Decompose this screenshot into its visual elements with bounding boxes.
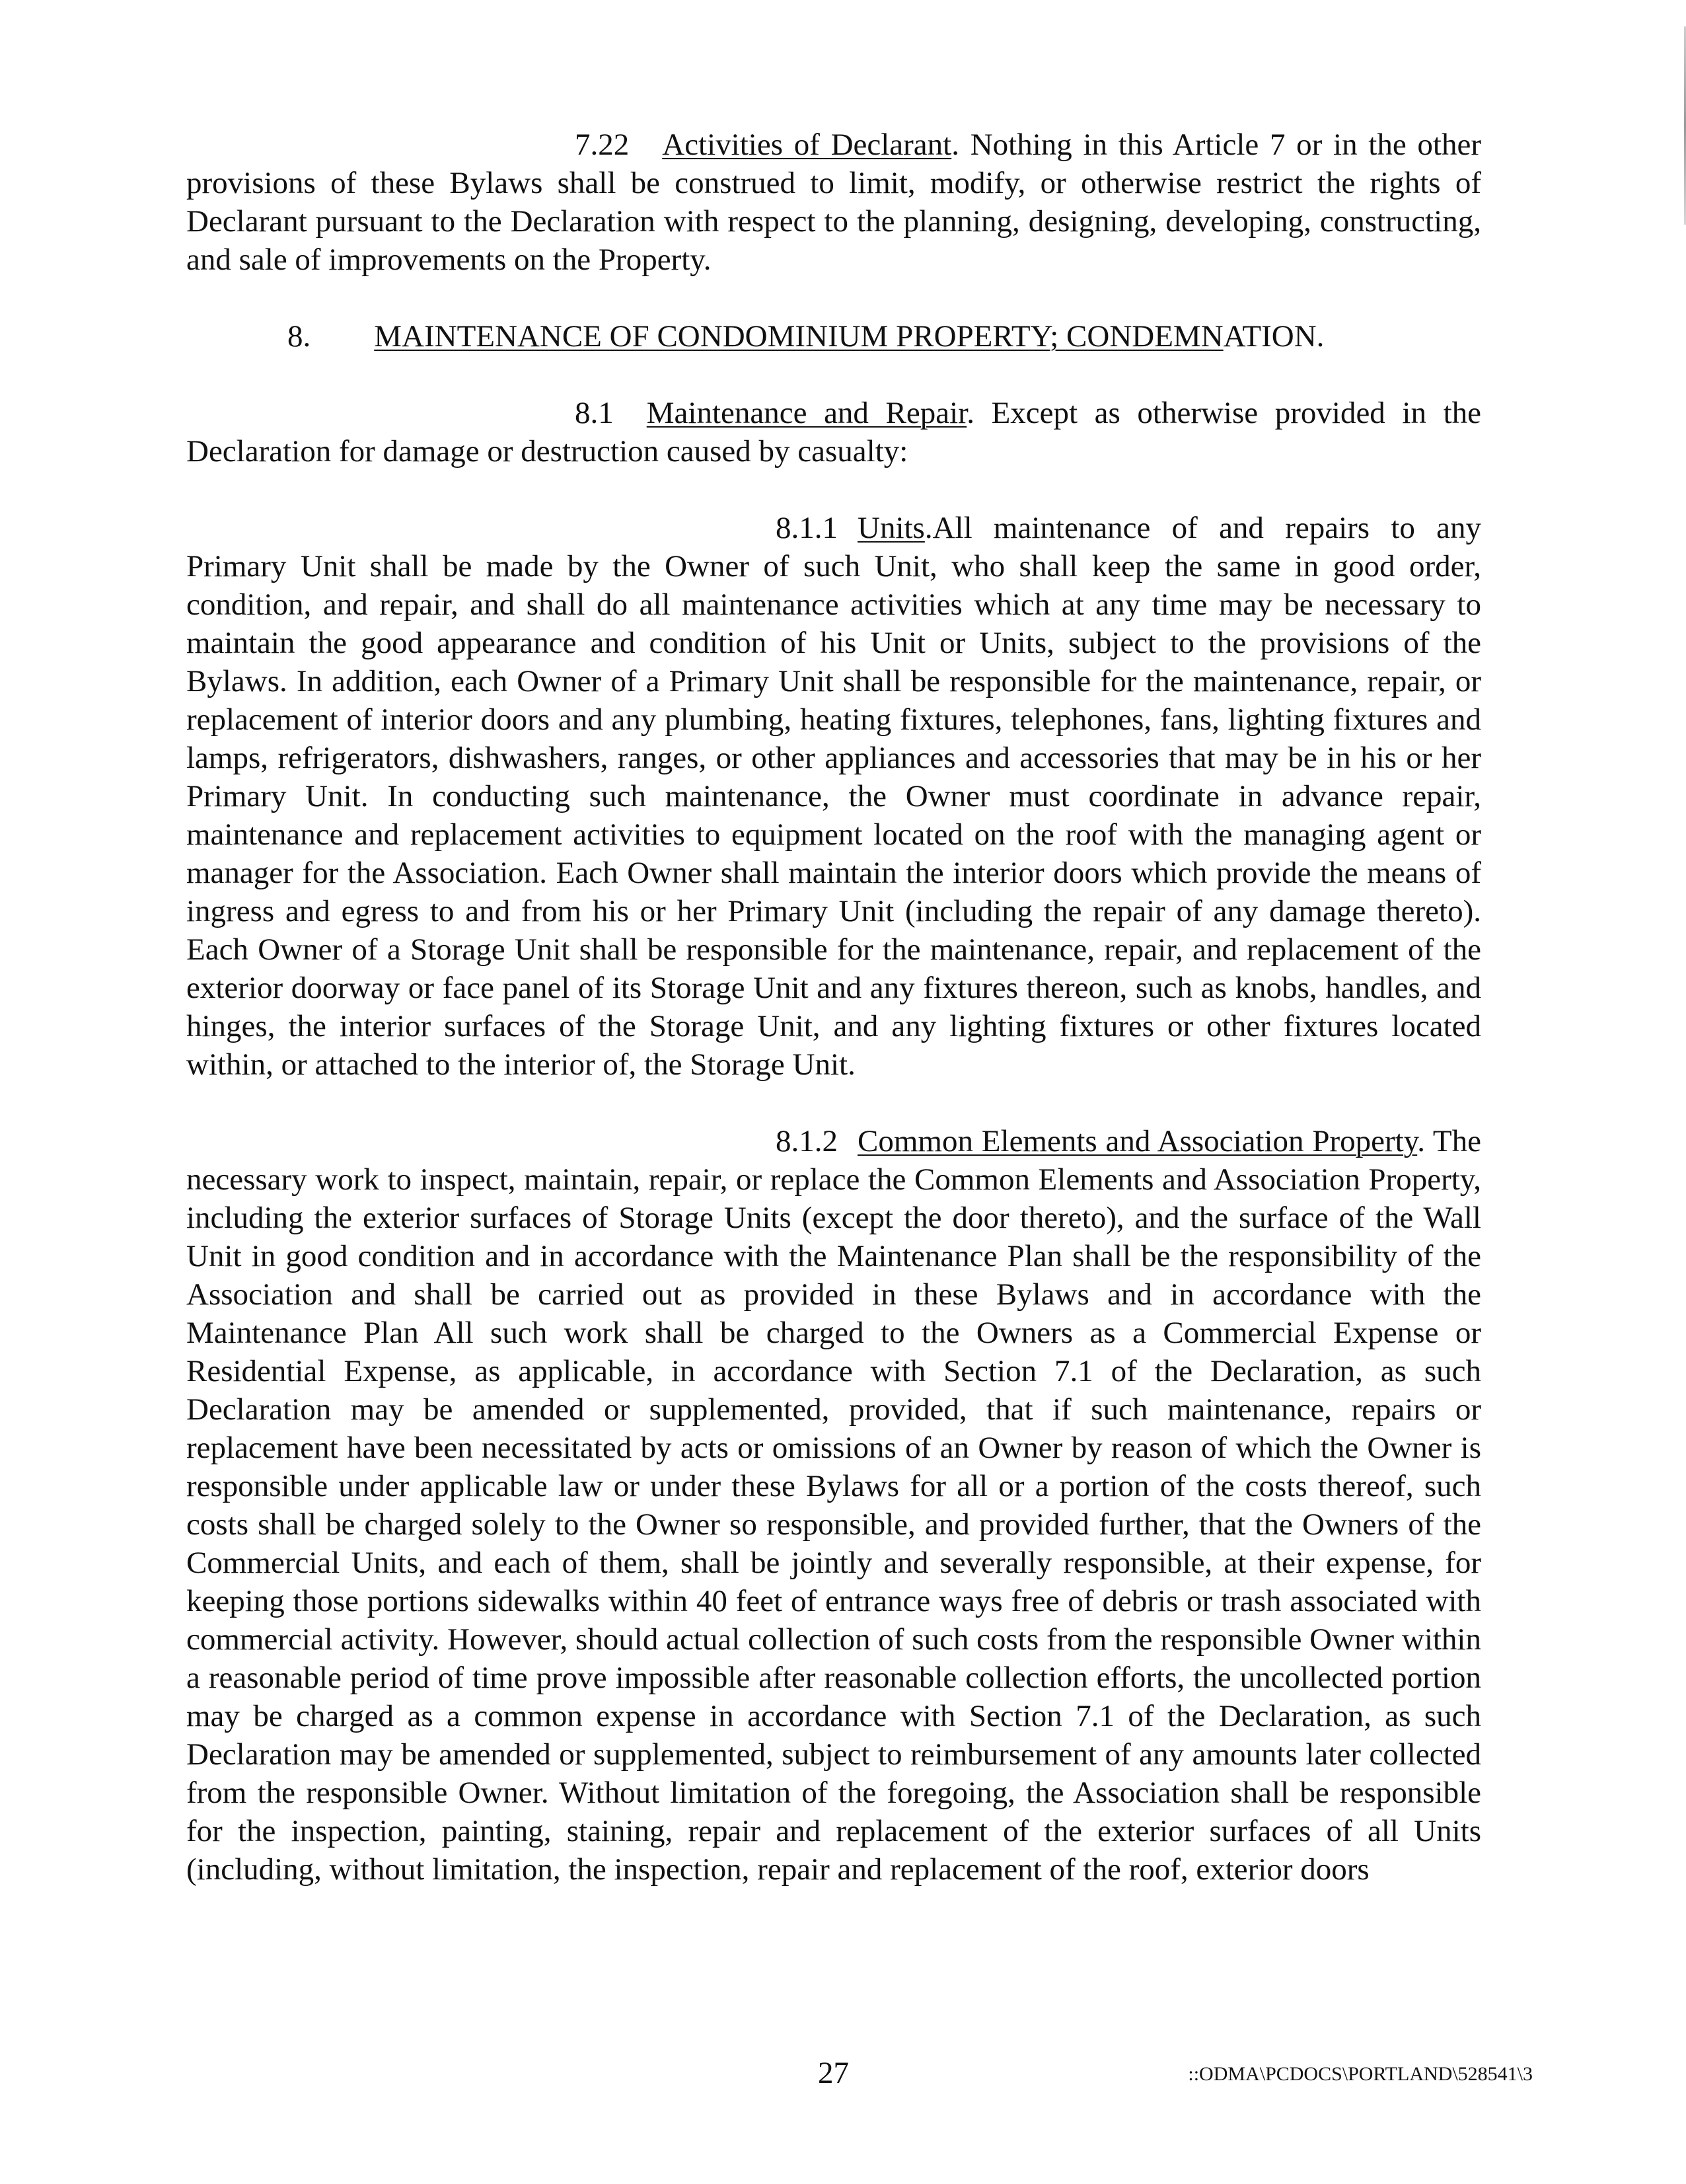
section-title: Units xyxy=(858,511,925,545)
article-number: 8. xyxy=(287,319,311,354)
article-title: MAINTENANCE OF CONDOMINIUM PROPERTY; CONDEMN xyxy=(374,319,1224,354)
section-number: 8.1.1 xyxy=(776,511,838,545)
section-body: . The necessary work to inspect, maintain, repair, or replace the Common Elements and Association Property, including the exterior surfaces of Storage Units (except the door thereto), and the surface of the Wall Unit in good condition and in accordance with the Maintenance Plan shall be the responsibility of the Association and shall be carried out as provided in these Bylaws and in accordance with the Maintenance Plan All such work shall be charged to the Owners as a Commercial Expense or Residential Expense, as applicable, in accordance with Section 7.1 of the Declaration, as such Declaration may be amended or supplemented, provided, that if such maintenance, repairs or replacement have been necessitated by acts or omissions of an Owner by reason of which the Owner is responsible under applicable law or under these Bylaws for all or a portion of the costs thereof, such costs shall be charged solely to the Owner so responsible, and provided further, that the Owners of the Commercial Units, and each of them, shall be jointly and severally responsible, at their expense, for keeping those portions sidewalks within 40 feet of entrance ways free of debris or trash associated with commercial activity. However, should actual collection of such costs from the responsible Owner within a reasonable period of time prove impossible after reasonable collection efforts, the uncollected portion may be charged as a common expense in accordance with Section 7.1 of the Declaration, as such Declaration may be amended or supplemented, subject to reimbursement of any amounts later collected from the responsible Owner. Without limitation of the foregoing, the Association shall be responsible for the inspection, painting, staining, repair and replacement of the exterior surfaces of all Units (including, without limitation, the inspection, repair and replacement of the roof, exterior doors xyxy=(186,1124,1481,1887)
section-body: .All maintenance of and repairs to any Primary Unit shall be made by the Owner of such Unit, who shall keep the same in good order, condition, and repair, and shall do all maintenance activities which at any time may be necessary to maintain the good appearance and condition of his Unit or Units, subject to the provisions of the Bylaws. In addition, each Owner of a Primary Unit shall be responsible for the maintenance, repair, or replacement of interior doors and any plumbing, heating fixtures, telephones, fans, lighting fixtures and lamps, refrigerators, dishwashers, ranges, or other appliances and accessories that may be in his or her Primary Unit. In conducting such maintenance, the Owner must coordinate in advance repair, maintenance and replacement activities to equipment located on the roof with the managing agent or manager for the Association. Each Owner shall maintain the interior doors which provide the means of ingress and egress to and from his or her Primary Unit (including the repair of any damage thereto). Each Owner of a Storage Unit shall be responsible for the maintenance, repair, and replacement of the exterior doorway or face panel of its Storage Unit and any fixtures thereon, such as knobs, handles, and hinges, the interior surfaces of the Storage Unit, and any lighting fixtures or other fixtures located within, or attached to the interior of, the Storage Unit. xyxy=(186,511,1481,1082)
section-number: 7.22 xyxy=(575,128,630,162)
page-number: 27 xyxy=(818,2056,849,2090)
section-body: . Except as otherwise provided in the Declaration for damage or destruction caused by casualty: xyxy=(186,396,1481,469)
section-8-1-1 xyxy=(186,509,1481,1084)
section-title: Common Elements and Association Property xyxy=(858,1124,1418,1158)
section-7-22 xyxy=(186,126,1481,279)
article-8-heading xyxy=(186,317,1481,356)
section-8-1 xyxy=(186,394,1481,471)
document-id: ::ODMA\PCDOCS\PORTLAND\528541\3 xyxy=(1188,2063,1533,2085)
document-page xyxy=(186,126,1481,1889)
section-8-1-2 xyxy=(186,1122,1481,1889)
article-title-rest: ATION. xyxy=(1223,319,1325,354)
section-title: Activities of Declarant xyxy=(662,128,952,162)
section-title: Maintenance and Repair xyxy=(646,396,967,430)
section-number: 8.1 xyxy=(575,396,614,430)
section-body: . Nothing in this Article 7 or in the other provisions of these Bylaws shall be construed to limit, modify, or otherwise restrict the rights of Declarant pursuant to the Declaration with respect to the planning, designing, developing, constructing, and sale of improvements on the Property. xyxy=(186,128,1481,277)
section-number: 8.1.2 xyxy=(776,1124,838,1158)
